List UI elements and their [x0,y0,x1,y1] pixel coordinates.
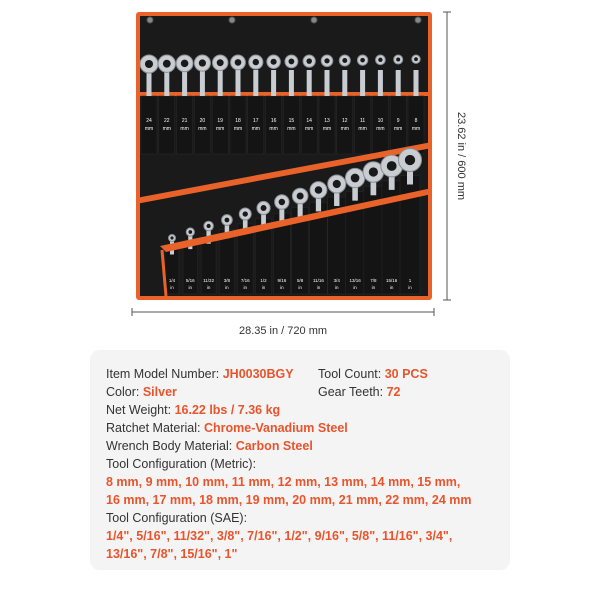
ratchet-material-row: Ratchet Material: Chrome-Vanadium Steel [106,421,348,435]
sae-unit-label: in [188,285,193,290]
sae-size-label: 7/8 [370,278,377,283]
metric-wrench-shaft [378,70,383,96]
metric-config-label: Tool Configuration (Metric): [106,457,257,471]
metric-pocket [319,96,335,154]
metric-ratchet-hole [271,59,277,65]
sae-wrench-shaft [352,187,358,201]
sae-ratchet-hole [369,167,378,176]
metric-unit-label: mm [411,126,421,132]
metric-wrench-shaft [289,70,294,96]
metric-size-label: 17 [253,118,259,124]
metric-pocket [194,96,210,154]
sae-wrench-shaft [389,176,395,190]
sae-unit-label: in [261,285,266,290]
sae-ratchet-hole [188,230,192,234]
metric-size-label: 8 [414,118,418,124]
metric-size-label: 13 [324,118,330,124]
metric-unit-label: mm [162,126,171,132]
item-model-row: Item Model Number: JH0030BGY [106,367,294,381]
sae-size-label: 5/8 [297,278,304,283]
metric-size-label: 20 [199,118,206,124]
metric-size-label: 22 [164,118,170,124]
metric-size-label: 24 [146,118,152,124]
height-dimension-label: 23.62 in / 600 mm [455,111,467,201]
ratchet-material-value: Chrome-Vanadium Steel [203,421,348,435]
sae-unit-label: in [335,285,339,290]
metric-size-label: 9 [396,118,400,124]
sae-size-label: 9/16 [277,278,287,283]
metric-unit-label: mm [394,126,403,132]
metric-ratchet-hole [181,60,189,68]
sae-wrench-shaft [298,203,303,217]
metric-pocket [141,96,157,154]
sae-ratchet-hole [170,236,173,239]
sae-ratchet-hole [261,205,267,211]
metric-unit-label: mm [287,126,296,132]
item-model-value: JH0030BGY [222,367,294,381]
metric-unit-label: mm [198,126,207,132]
metric-wrench-shaft [218,70,223,96]
tool-count-value: 30 PCS [384,367,428,381]
metric-size-label: 11 [359,118,366,124]
metric-unit-label: mm [269,126,278,132]
metric-size-label: 14 [306,118,312,124]
sae-config-line-1: 1/4", 5/16", 11/32", 3/8", 7/16", 1/2", 9/16", 5/8", 11/16", 3/4", [106,529,453,543]
sae-wrench-shaft [334,192,339,206]
color-value: Silver [142,385,177,399]
sae-wrench-shaft [407,171,413,185]
sae-size-label: 3/8 [223,278,231,283]
metric-pocket [372,96,388,154]
sae-config-line-2: 13/16", 7/8", 15/16", 1" [106,547,238,561]
metric-wrench-shaft [147,70,152,96]
metric-ratchet-hole [199,59,206,66]
sae-size-label: 11/16 [312,278,324,283]
sae-unit-label: in [353,285,357,290]
metric-ratchet-hole [217,59,224,66]
gear-teeth-value: 72 [386,385,401,399]
metric-wrench-shaft [307,70,312,96]
metric-unit-label: mm [322,126,332,132]
body-material-row: Wrench Body Material: Carbon Steel [106,439,313,453]
metric-ratchet-hole [306,58,312,64]
tool-count-row: Tool Count: 30 PCS [318,367,428,381]
metric-ratchet-hole [324,58,329,63]
metric-size-label: 10 [377,118,384,124]
sae-size-label: 11/32 [203,278,215,283]
metric-ratchet-hole [360,58,365,63]
sae-config-label: Tool Configuration (SAE): [106,511,248,525]
metric-pocket [283,96,299,154]
sae-unit-label: in [389,285,394,290]
sae-unit-label: in [280,285,284,290]
sae-unit-label: in [298,285,302,290]
metric-unit-label: mm [233,126,243,132]
metric-wrench-shaft [396,70,401,96]
sae-unit-label: in [316,285,321,290]
sae-wrench-shaft [371,181,377,195]
metric-wrench-shaft [271,70,276,96]
metric-config-line-2: 16 mm, 17 mm, 18 mm, 19 mm, 20 mm, 21 mm, 22 mm, 24 mm [106,493,472,507]
metric-pocket [248,96,264,154]
metric-unit-label: mm [358,126,367,132]
metric-ratchet-hole [163,60,171,68]
metric-wrench-shaft [360,70,365,96]
metric-pocket [390,96,406,154]
metric-ratchet-hole [396,57,400,61]
sae-ratchet-hole [315,186,323,194]
sae-ratchet-hole [225,218,230,223]
metric-size-label: 19 [217,118,223,124]
net-weight-row: Net Weight: 16.22 lbs / 7.36 kg [106,403,281,417]
metric-pocket [301,96,317,154]
sae-size-label: 1/4 [168,278,176,283]
metric-unit-label: mm [180,126,189,132]
sae-size-label: 15/16 [386,278,398,283]
sae-size-label: 13/16 [349,278,361,283]
metric-ratchet-hole [145,60,153,68]
sae-unit-label: in [408,285,412,290]
sae-ratchet-hole [243,211,248,216]
metric-pocket [337,96,353,154]
metric-unit-label: mm [376,126,385,132]
metric-wrench-shaft [325,70,330,96]
top-pocket-band [136,92,432,96]
metric-ratchet-hole [235,59,242,66]
metric-wrench-shaft [236,70,241,96]
metric-wrench-shaft [200,70,205,96]
sae-ratchet-hole [351,174,360,183]
metric-wrench-shaft [164,70,169,96]
metric-unit-label: mm [144,126,154,132]
sae-size-label: 5/16 [185,278,195,283]
metric-ratchet-hole [342,58,347,63]
sae-size-label: 1 [408,278,412,283]
sae-size-label: 1/2 [260,278,267,283]
sae-wrench-shaft [316,197,321,211]
metric-pocket [230,96,246,154]
metric-pocket [355,96,371,154]
sae-size-label: 7/16 [240,278,250,283]
metric-size-label: 16 [270,118,277,124]
sae-size-label: 3/4 [333,278,340,283]
metric-pocket [159,96,175,154]
metric-unit-label: mm [305,126,314,132]
gear-teeth-row: Gear Teeth: 72 [318,385,401,399]
metric-ratchet-hole [378,58,382,62]
sae-unit-label: in [170,285,174,290]
metric-unit-label: mm [216,126,225,132]
metric-ratchet-hole [289,59,295,65]
metric-ratchet-hole [253,59,259,65]
sae-ratchet-hole [405,155,415,165]
metric-size-label: 21 [181,118,188,124]
metric-config-line-1: 8 mm, 9 mm, 10 mm, 11 mm, 12 mm, 13 mm, 14 mm, 15 mm, [106,475,461,489]
sae-ratchet-hole [206,224,210,228]
sae-ratchet-hole [297,192,304,199]
sae-ratchet-hole [333,180,341,188]
metric-wrench-shaft [342,70,347,96]
metric-size-label: 12 [342,118,348,124]
body-material-value: Carbon Steel [235,439,313,453]
metric-pocket [177,96,193,154]
metric-wrench-shaft [182,70,187,96]
metric-ratchet-hole [414,57,418,61]
metric-pocket [266,96,282,154]
metric-wrench-shaft [414,70,419,96]
metric-size-label: 15 [288,118,295,124]
metric-unit-label: mm [340,126,349,132]
net-weight-value: 16.22 lbs / 7.36 kg [174,403,281,417]
width-dimension-label: 28.35 in / 720 mm [238,325,328,337]
metric-wrench-shaft [253,70,258,96]
metric-size-label: 18 [235,118,241,124]
color-row: Color: Silver [106,385,177,399]
sae-unit-label: in [243,285,247,290]
specifications-panel [90,350,510,570]
sae-ratchet-hole [387,161,397,171]
sae-unit-label: in [206,285,211,290]
sae-unit-label: in [371,285,376,290]
sae-ratchet-hole [279,199,285,205]
metric-unit-label: mm [251,126,260,132]
sae-unit-label: in [225,285,229,290]
metric-pocket [212,96,228,154]
